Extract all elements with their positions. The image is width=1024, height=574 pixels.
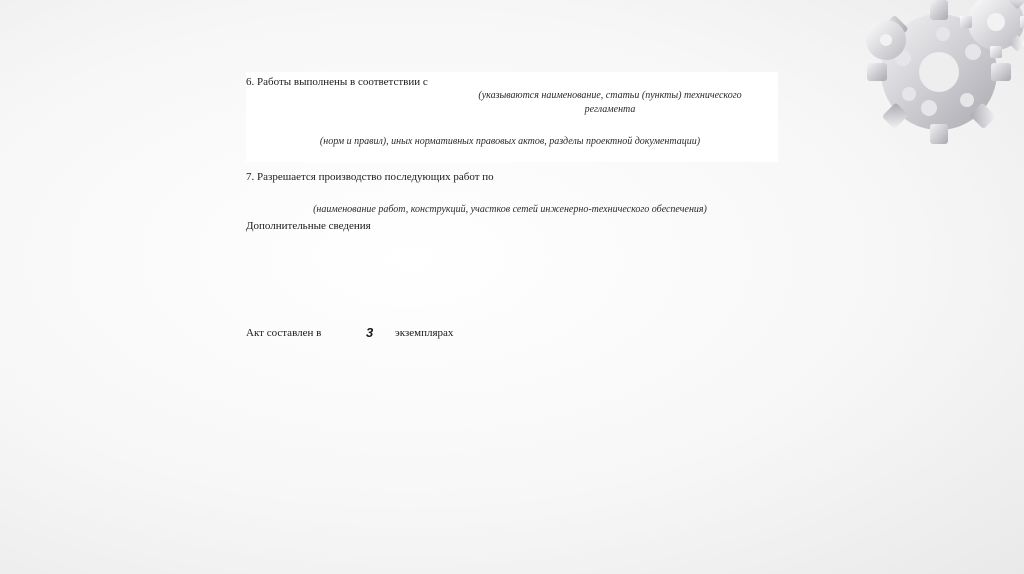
- act-prefix: Акт составлен в: [246, 327, 322, 339]
- section-6-note-line2: регламента: [584, 104, 636, 115]
- copies-count: 3: [366, 325, 374, 340]
- section-6-note-line3: (норм и правил), иных нормативных правовых актов, разделы проектной документации): [319, 136, 701, 147]
- section-6-note-line1: (указываются наименование, статьи (пункты) технического: [478, 90, 742, 101]
- section-7-label: 7. Разрешается производство последующих работ по: [246, 171, 494, 183]
- act-suffix: экземплярах: [395, 327, 454, 339]
- section-7-note: (наименование работ, конструкций, участков сетей инженерно-технического обеспечения): [313, 204, 707, 215]
- additional-info-label: Дополнительные сведения: [246, 220, 371, 232]
- section-6-label: 6. Работы выполнены в соответствии с: [246, 76, 428, 88]
